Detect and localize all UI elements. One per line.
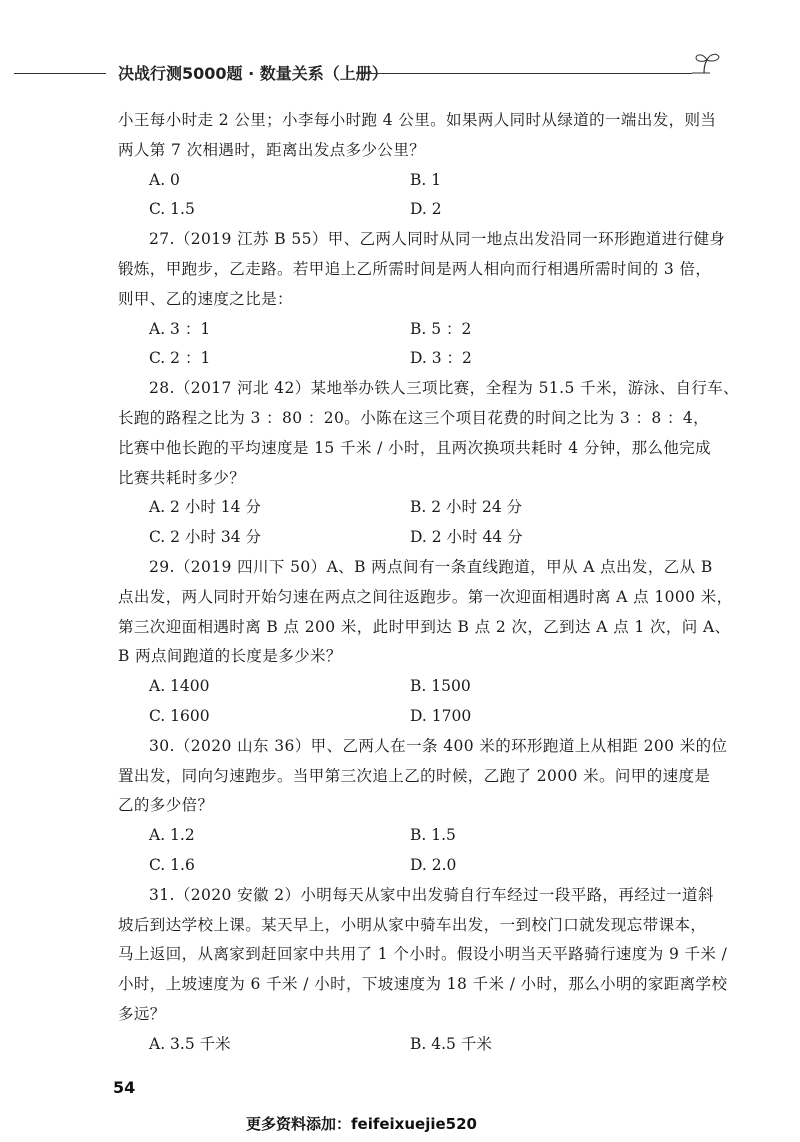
question-stem-line: 29.（2019 四川下 50）A、B 两点间有一条直线跑道，甲从 A 点出发，乙从 B [149,557,713,576]
question-text-line: 长跑的路程之比为 3 ：80 ：20。小陈在这三个项目花费的时间之比为 3 ：8 ：4， [118,408,710,427]
options-row [118,702,718,732]
answer-option: D. 2.0 [410,855,457,874]
question-text-line: 点出发，两人同时开始匀速在两点之间往返跑步。第一次迎面相遇时离 A 点 1000 米， [118,587,733,606]
answer-option: A. 0 [149,170,180,189]
question-stem-line: 28.（2017 河北 42）某地举办铁人三项比赛，全程为 51.5 千米，游泳、自行车、 [149,379,740,398]
question-text-line: 多远？ [118,1004,166,1023]
answer-option: A. 3.5 千米 [149,1034,231,1053]
answer-option: D. 2 小时 44 分 [410,528,523,547]
question-block [118,881,728,1060]
header-rule-right [356,73,692,74]
question-text-line: 第三次迎面相遇时离 B 点 200 米，此时甲到达 B 点 2 次，乙到达 A 点 1 次，问 A、 [118,617,731,636]
options-row [118,821,718,851]
page-number: 54 [113,1078,136,1097]
options-row [118,195,718,225]
question-block [118,374,740,553]
question-stem-line: 30.（2020 山东 36）甲、乙两人在一条 400 米的环形跑道上从相距 200 米的位 [149,736,728,755]
question-stem-line: 小王每小时走 2 公里；小李每小时跑 4 公里。如果两人同时从绿道的一端出发，则当 [118,111,717,129]
answer-option: B. 2 小时 24 分 [410,498,523,517]
question-block [118,106,718,225]
answer-option: A. 1400 [149,677,210,696]
question-text-line: 锻炼，甲跑步，乙走路。若甲追上乙所需时间是两人相向而行相遇所需时间的 3 倍， [118,259,712,278]
answer-option: C. 1.5 [149,200,195,219]
options-row [118,493,718,523]
options-row [118,672,718,702]
answer-option: B. 5 ：2 [410,319,472,338]
question-text-line: 坡后到达学校上课。某天早上，小明从家中骑车出发，一到校门口就发现忘带课本， [118,915,707,934]
answer-option: C. 1600 [149,706,210,725]
options-row [118,851,718,881]
answer-option: C. 2 小时 34 分 [149,528,262,547]
options-row [118,1030,718,1060]
question-text-line: 比赛共耗时多少？ [118,468,246,487]
answer-option: B. 4.5 千米 [410,1034,492,1053]
answer-option: A. 3 ：1 [149,319,211,338]
answer-option: B. 1.5 [410,826,456,845]
answer-option: D. 2 [410,200,442,219]
question-block [118,553,733,732]
answer-option: A. 2 小时 14 分 [149,498,261,517]
footer-note: 更多资料添加：feifeixuejie520 [246,1115,477,1133]
question-text-line: 马上返回，从离家到赶回家中共用了 1 个小时。假设小明当天平路骑行速度为 9 千米 / [118,945,728,964]
question-stem-line: 31.（2020 安徽 2）小明每天从家中出发骑自行车经过一段平路，再经过一道斜 [149,885,714,904]
answer-option: D. 1700 [410,706,472,725]
options-row [118,344,718,374]
question-text-line: 两人第 7 次相遇时，距离出发点多少公里？ [118,140,426,159]
question-stem-line: 27.（2019 江苏 B 55）甲、乙两人同时从同一地点出发沿同一环形跑道进行健身 [149,230,726,249]
answer-option: C. 1.6 [149,855,195,874]
header-rule-left [14,73,106,74]
question-text-line: 置出发，同向匀速跑步。当甲第三次追上乙的时候，乙跑了 2000 米。问甲的速度是 [118,766,711,785]
answer-option: D. 3 ：2 [410,349,472,368]
question-text-line: 小时，上坡速度为 6 千米 / 小时，下坡速度为 18 千米 / 小时，那么小明的家距离学校 [118,975,728,994]
running-header [0,58,800,88]
options-row [118,523,718,553]
question-block [118,225,726,374]
answer-option: C. 2 ：1 [149,349,211,368]
question-block [118,732,728,881]
sprout-icon [688,50,722,80]
answer-option: B. 1 [410,170,442,189]
question-text-line: B 两点间跑道的长度是多少米？ [118,647,342,666]
question-text-line: 乙的多少倍？ [118,796,214,815]
answer-option: B. 1500 [410,677,471,696]
answer-option: A. 1.2 [149,826,195,845]
question-text-line: 则甲、乙的速度之比是： [118,289,293,308]
question-text-line: 比赛中他长跑的平均速度是 15 千米 / 小时，且两次换项共耗时 4 分钟，那么他完成 [118,438,712,457]
question-list [118,106,740,1060]
book-title: 决战行测5000题 · 数量关系（上册） [118,64,388,83]
options-row [118,315,718,345]
options-row [118,166,718,196]
